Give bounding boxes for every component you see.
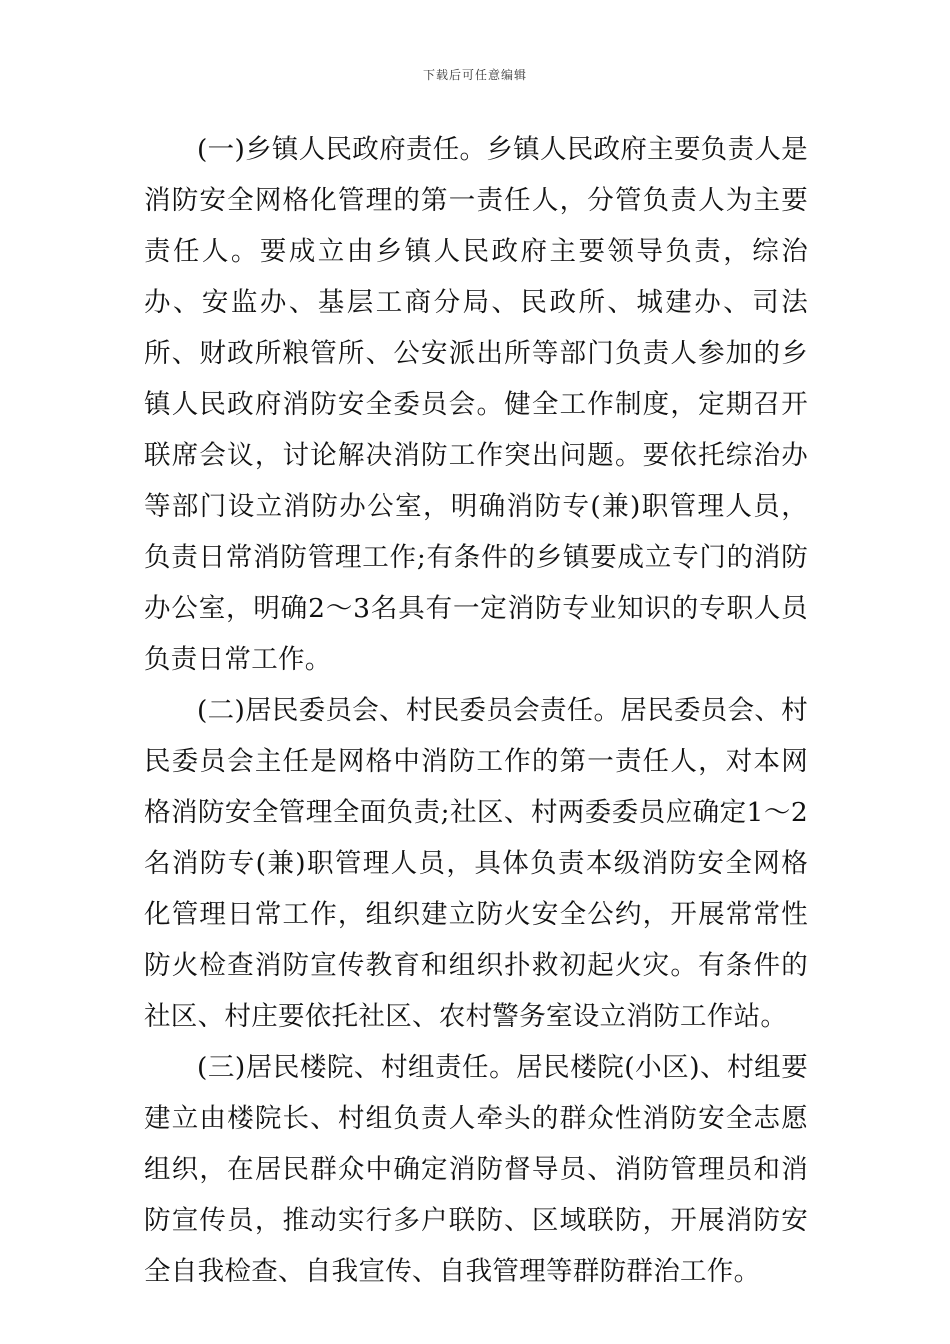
paragraph-residential-responsibility: (三)居民楼院、村组责任。居民楼院(小区)、村组要建立由楼院长、村组负责人牵头的群众性消防安全志愿组织，在居民群众中确定消防督导员、消防管理员和消防宣传员，推动实行多户联防、区域联防，开展消防安全自我检查、自我宣传、自我管理等群防群治工作。 <box>144 1052 808 1287</box>
document-body <box>144 124 808 1297</box>
header-note: 下载后可任意编辑 <box>422 68 527 82</box>
paragraph-township-responsibility: (一)乡镇人民政府责任。乡镇人民政府主要负责人是消防安全网格化管理的第一责任人，分管负责人为主要责任人。要成立由乡镇人民政府主要领导负责，综治办、安监办、基层工商分局、民政所、城建办、司法所、财政所粮管所、公安派出所等部门负责人参加的乡镇人民政府消防安全委员会。健全工作制度，定期召开联席会议，讨论解决消防工作突出问题。要依托综治办等部门设立消防办公室，明确消防专(兼)职管理人员，负责日常消防管理工作;有条件的乡镇要成立专门的消防办公室，明确2～3名具有一定消防专业知识的专职人员负责日常工作。 <box>144 134 808 675</box>
paragraph-committee-responsibility: (二)居民委员会、村民委员会责任。居民委员会、村民委员会主任是网格中消防工作的第一责任人，对本网格消防安全管理全面负责;社区、村两委委员应确定1～2名消防专(兼)职管理人员，具体负责本级消防安全网格化管理日常工作，组织建立防火安全公约，开展常常性防火检查消防宣传教育和组织扑救初起火灾。有条件的社区、村庄要依托社区、农村警务室设立消防工作站。 <box>144 695 808 1032</box>
